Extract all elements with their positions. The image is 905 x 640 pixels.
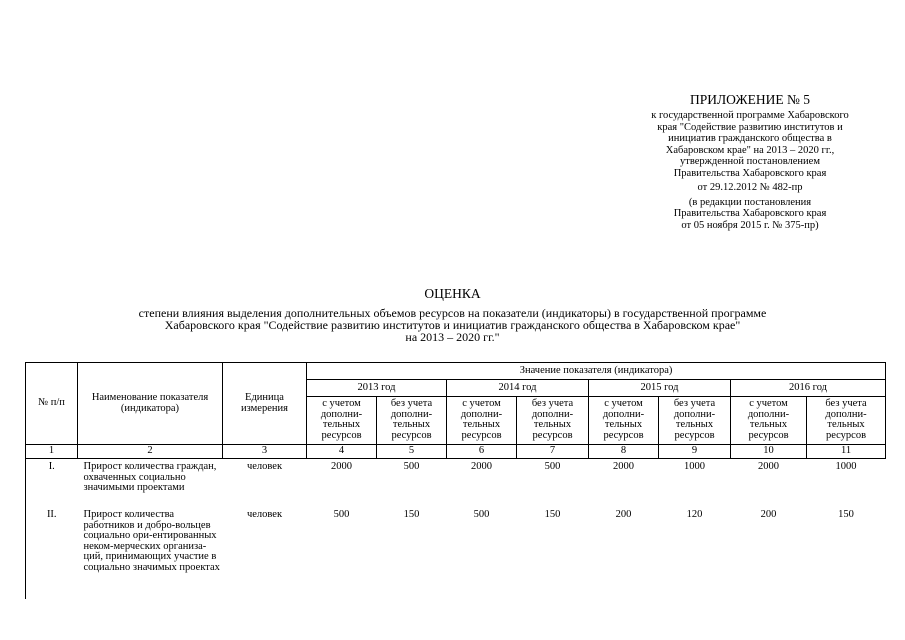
header-with-resources: с учетом дополни-тельных ресурсов [589,397,659,445]
column-number: 11 [807,445,886,459]
value-cell: 150 [544,509,561,520]
appendix-line: утвержденной постановлением [680,156,820,167]
appendix-date-line: от 29.12.2012 № 482-пр [697,182,803,193]
value-cell: 150 [838,509,854,520]
header-year: 2013 год [307,380,447,397]
appendix-line: к государственной программе Хабаровского [651,110,849,121]
header-without-resources: без учета дополни-тельных ресурсов [517,397,589,445]
value-cell: 500 [473,509,490,520]
row-number: I. [26,459,78,508]
value-cell: 2000 [471,461,492,472]
column-number: 1 [26,445,78,459]
value-cell: 1000 [684,461,705,472]
header-year: 2015 год [589,380,731,397]
column-number: 2 [78,445,223,459]
header-without-resources: без учета дополни-тельных ресурсов [807,397,886,445]
header-value-group: Значение показателя (индикатора) [307,363,886,380]
row-number: II. [26,507,78,599]
heading-line: на 2013 – 2020 гг." [405,330,500,344]
appendix-block [600,92,900,231]
value-cell: 200 [760,509,777,520]
table-row [26,459,886,508]
column-number: 3 [223,445,307,459]
appendix-edition-line: Правительства Хабаровского края [673,208,827,219]
appendix-line: Правительства Хабаровского края [673,167,827,179]
value-cell: 2000 [613,461,634,472]
header-year: 2014 год [447,380,589,397]
value-cell: 500 [333,509,350,520]
unit-cell: человек [246,461,283,472]
header-number: № п/п [26,363,78,445]
heading-line: степени влияния выделения дополнительных объемов ресурсов на показатели (индикаторы) в государственной программе [138,306,767,320]
header-year: 2016 год [731,380,886,397]
appendix-line: инициатив гражданского общества в [668,133,832,144]
unit-cell: человек [246,509,283,520]
value-cell: 2000 [331,461,352,472]
header-with-resources: с учетом дополни-тельных ресурсов [307,397,377,445]
value-cell: 150 [403,509,420,520]
document-heading [40,286,865,343]
appendix-line: Хабаровском крае" на 2013 – 2020 гг., [665,144,835,156]
column-number: 10 [731,445,807,459]
value-cell: 500 [544,461,561,472]
indicator-name: Прирост количества работников и добро-вольцев социально ори-ентированных неком-мерческих организа-ций, принимающих участие в социально значимых проектах [83,509,220,573]
header-without-resources: без учета дополни-тельных ресурсов [659,397,731,445]
column-number: 6 [447,445,517,459]
header-indicator-name: Наименование показателя (индикатора) [78,363,223,445]
column-number: 8 [589,445,659,459]
header-with-resources: с учетом дополни-тельных ресурсов [731,397,807,445]
column-number: 5 [377,445,447,459]
table-row [26,507,886,599]
value-cell: 500 [403,461,420,472]
appendix-edition-line: от 05 ноября 2015 г. № 375-пр) [681,219,819,231]
indicator-table [25,362,886,599]
indicator-name: Прирост количества граждан, охваченных социально значимыми проектами [83,461,217,493]
appendix-line: края "Содействие развитию институтов и [657,121,843,133]
value-cell: 1000 [835,461,857,472]
heading-line: Хабаровского края "Содействие развитию институтов и инициатив гражданского общества в Хабаровском крае" [164,318,741,332]
document-title: ОЦЕНКА [424,286,481,301]
header-without-resources: без учета дополни-тельных ресурсов [377,397,447,445]
column-number: 9 [659,445,731,459]
header-unit: Единица измерения [223,363,307,445]
header-with-resources: с учетом дополни-тельных ресурсов [447,397,517,445]
value-cell: 120 [686,509,703,520]
appendix-title: ПРИЛОЖЕНИЕ № 5 [689,92,811,107]
appendix-edition-line: (в редакции постановления [688,196,812,208]
value-cell: 200 [615,509,632,520]
column-number: 7 [517,445,589,459]
column-number: 4 [307,445,377,459]
value-cell: 2000 [758,461,779,472]
